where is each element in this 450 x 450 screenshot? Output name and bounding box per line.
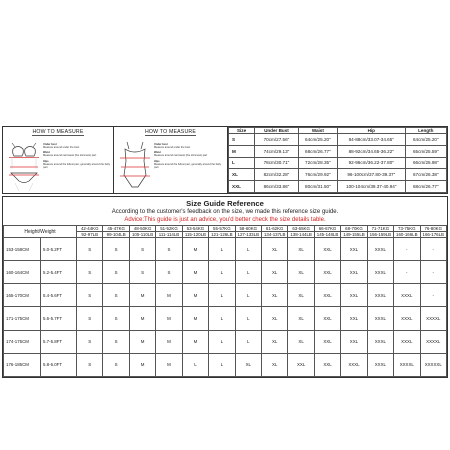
recommended-size-cell: XXL [314,261,340,284]
header-hip: Hip [337,128,405,134]
recommended-size-cell: XXL [341,330,367,353]
reference-advice: Advice:This guide is just an advice, you'd better check the size details table. [124,217,326,223]
recommended-size-cell: S [103,238,129,261]
size-label: XL [229,169,255,181]
recommended-size-cell: XXXL [367,261,393,284]
recommended-size-cell: XXXL [367,238,393,261]
header-size: Size [229,128,255,134]
size-measurement: 84-88cm/33.07-34.65" [337,134,405,146]
size-measurement: 92-96cm/36.22-37.80" [337,157,405,169]
size-measurement: 78cm/30.71" [255,157,299,169]
weight-lb-header: 115-120LB [182,232,208,238]
recommended-size-cell: - [420,284,447,307]
size-measurement: 64cm/25.20" [405,134,446,146]
weight-lb-header: 121-126LB [209,232,235,238]
note-waist: Waist Measure around narrowest (the slimmest) part [43,151,97,158]
reference-title: Size Guide Reference [186,199,264,208]
height-ft-label: 5.2-5.4FT [41,261,77,284]
size-measurement: 76cm/29.92" [298,169,337,181]
height-cm-label: 165-170CM [4,284,41,307]
reference-grid-table [3,225,447,377]
size-label: M [229,145,255,157]
size-measurement: 65cm/25.59" [405,145,446,157]
size-chart-table-container [228,127,447,193]
size-measurement: 68cm/26.77" [405,181,446,193]
weight-lb-header: 111-114LB [156,232,182,238]
recommended-size-cell: M [156,307,182,330]
recommended-size-cell: XXXL [367,284,393,307]
weight-lb-header: 134-137LB [261,232,287,238]
size-chart-row [229,145,447,157]
size-chart-row [229,169,447,181]
swimsuit-figure-icon [118,139,152,193]
recommended-size-cell: XXXL [394,330,420,353]
recommended-size-cell: XXXL [394,284,420,307]
size-measurement: 96-100cm/37.80-39.37" [337,169,405,181]
recommended-size-cell: S [129,238,155,261]
height-cm-label: 176-185CM [4,353,41,376]
recommended-size-cell: L [235,238,261,261]
recommended-size-cell: S [156,261,182,284]
recommended-size-cell: S [103,307,129,330]
recommended-size-cell: XXXXXL [420,353,447,376]
recommended-size-cell: XXL [314,238,340,261]
recommended-size-cell: XXL [314,307,340,330]
height-row [4,261,447,284]
height-ft-label: 5.4-5.6FT [41,284,77,307]
note-under-bust: Under bust Measure around under the bust [154,143,191,150]
recommended-size-cell: XXL [341,307,367,330]
recommended-size-cell: XL [261,261,287,284]
how-to-measure-panel-bra [3,127,114,193]
recommended-size-cell: M [182,307,208,330]
size-measurement: 64cm/25.20" [298,134,337,146]
reference-grid-container [3,225,447,377]
recommended-size-cell: L [182,353,208,376]
recommended-size-cell: XXL [341,261,367,284]
weight-lb-header: 127-133LB [235,232,261,238]
height-row [4,238,447,261]
size-measurement: 88-92cm/34.65-36.22" [337,145,405,157]
recommended-size-cell: M [156,284,182,307]
recommended-size-cell: S [77,330,103,353]
height-ft-label: 5.8-6.0FT [41,353,77,376]
note-waist: Waist Measure around narrowest (the slimmest) part [154,151,208,158]
recommended-size-cell: XXL [314,284,340,307]
recommended-size-cell: L [209,261,235,284]
weight-kg-header: 63-65KG [288,226,314,232]
measurement-section [2,126,448,194]
recommended-size-cell: M [156,330,182,353]
size-measurement: 80cm/31.50" [298,181,337,193]
recommended-size-cell: L [235,330,261,353]
recommended-size-cell: M [129,330,155,353]
size-guide-reference [2,196,448,378]
recommended-size-cell: XL [261,284,287,307]
weight-kg-header: 58-60KG [235,226,261,232]
recommended-size-cell: L [209,330,235,353]
height-ft-label: 5.7-5.8FT [41,330,77,353]
header-waist: Waist [298,128,337,134]
weight-lb-header: 99-104LB [103,232,129,238]
recommended-size-cell: XL [261,353,287,376]
height-row [4,353,447,376]
reference-subtitle: According to the customer's feedback on the size, we made this reference size guide. [111,209,339,215]
weight-kg-row [4,226,447,232]
size-measurement: 100-104cm/39.37-40.94" [337,181,405,193]
size-chart-row [229,134,447,146]
note-hips: Hips Measure around the fullest part, generally around the belly part [154,159,222,169]
size-measurement: 86cm/33.86" [255,181,299,193]
size-measurement: 66cm/25.98" [405,157,446,169]
weight-lb-header: 138-144LB [288,232,314,238]
height-cm-label: 153-158CM [4,238,41,261]
weight-lb-header: 156-159LB [367,232,393,238]
recommended-size-cell: - [420,261,447,284]
weight-lb-header: 145-148LB [314,232,340,238]
recommended-size-cell: S [103,261,129,284]
recommended-size-cell: L [235,284,261,307]
recommended-size-cell: XXL [288,353,314,376]
recommended-size-cell: L [235,307,261,330]
recommended-size-cell: - [394,261,420,284]
height-cm-label: 160-164CM [4,261,41,284]
recommended-size-cell: M [182,330,208,353]
size-measurement: 74cm/29.13" [255,145,299,157]
recommended-size-cell: XL [288,284,314,307]
recommended-size-cell: M [182,284,208,307]
weight-kg-header: 48-50KG [129,226,155,232]
header-under-bust: Under Bust [255,128,299,134]
recommended-size-cell: XL [288,238,314,261]
recommended-size-cell: M [182,238,208,261]
recommended-size-cell: S [77,307,103,330]
recommended-size-cell: XXL [314,330,340,353]
recommended-size-cell: XXL [314,353,340,376]
recommended-size-cell: L [209,353,235,376]
recommended-size-cell: XXXL [367,330,393,353]
recommended-size-cell: XL [288,307,314,330]
recommended-size-cell: M [156,353,182,376]
note-under-bust: Under bust Measure around under the bust [43,143,80,150]
recommended-size-cell: XXXL [394,307,420,330]
measure-notes [43,143,111,171]
height-ft-label: 5.6-5.7FT [41,307,77,330]
recommended-size-cell: S [103,353,129,376]
recommended-size-cell: M [129,284,155,307]
recommended-size-cell: XL [288,330,314,353]
measure-notes [154,143,225,171]
recommended-size-cell: - [420,238,447,261]
recommended-size-cell: XL [261,307,287,330]
size-chart-row [229,157,447,169]
recommended-size-cell: S [156,238,182,261]
weight-kg-header: 66-67KG [314,226,340,232]
recommended-size-cell: S [103,330,129,353]
weight-lb-header: 149-155LB [341,232,367,238]
weight-kg-header: 51-52KG [156,226,182,232]
how-to-measure-title: HOW TO MEASURE [144,129,197,135]
height-row [4,307,447,330]
weight-lb-header: 92-97LB [77,232,103,238]
weight-lb-header: 105-110LB [129,232,155,238]
weight-kg-header: 42-44KG [77,226,103,232]
how-to-measure-panel-swimsuit [114,127,228,193]
recommended-size-cell: XXL [341,284,367,307]
recommended-size-cell: M [129,353,155,376]
recommended-size-cell: L [209,307,235,330]
size-label: S [229,134,255,146]
size-chart-table [228,127,447,193]
recommended-size-cell: L [209,238,235,261]
recommended-size-cell: S [77,238,103,261]
recommended-size-cell: XL [235,353,261,376]
weight-kg-header: 61-62KG [261,226,287,232]
recommended-size-cell: XL [261,238,287,261]
recommended-size-cell: XXL [341,238,367,261]
height-cm-label: 174-175CM [4,330,41,353]
weight-kg-header: 71-71KG [367,226,393,232]
recommended-size-cell: XXXXL [420,307,447,330]
recommended-size-cell: XXXXL [420,330,447,353]
size-measurement: 70cm/27.56" [255,134,299,146]
recommended-size-cell: M [129,307,155,330]
size-measurement: 67cm/26.38" [405,169,446,181]
recommended-size-cell: S [77,284,103,307]
recommended-size-cell: XL [288,261,314,284]
recommended-size-cell: S [129,261,155,284]
recommended-size-cell: M [182,261,208,284]
weight-kg-header: 45-47KG [103,226,129,232]
recommended-size-cell: XXXXL [394,353,420,376]
recommended-size-cell: - [394,238,420,261]
height-row [4,330,447,353]
how-to-measure-title: HOW TO MEASURE [32,129,84,135]
weight-kg-header: 53-54KG [182,226,208,232]
recommended-size-cell: XXXL [341,353,367,376]
size-measurement: 82cm/32.28" [255,169,299,181]
height-cm-label: 171-175CM [4,307,41,330]
size-measurement: 68cm/26.77" [298,145,337,157]
weight-kg-header: 73-75KG [394,226,420,232]
recommended-size-cell: S [103,284,129,307]
recommended-size-cell: XXXL [367,307,393,330]
height-ft-label: 5.0-5.2FT [41,238,77,261]
recommended-size-cell: L [235,261,261,284]
height-row [4,284,447,307]
weight-kg-header: 68-70KG [341,226,367,232]
weight-kg-header: 55-57KG [209,226,235,232]
size-label: XXL [229,181,255,193]
weight-lb-header: 160-166LB [394,232,420,238]
bikini-figure-icon [7,139,41,193]
weight-kg-header: 76-80KG [420,226,447,232]
header-length: Length [405,128,446,134]
recommended-size-cell: XL [261,330,287,353]
size-measurement: 72cm/28.35" [298,157,337,169]
recommended-size-cell: XXXL [367,353,393,376]
recommended-size-cell: S [77,261,103,284]
size-label: L [229,157,255,169]
recommended-size-cell: L [209,284,235,307]
weight-lb-header: 166-176LB [420,232,447,238]
size-chart-row [229,181,447,193]
height-weight-label: Height/Weight [4,226,77,238]
recommended-size-cell: S [77,353,103,376]
note-hips: Hips Measure around the fullest part, generally around the belly part [43,159,111,169]
